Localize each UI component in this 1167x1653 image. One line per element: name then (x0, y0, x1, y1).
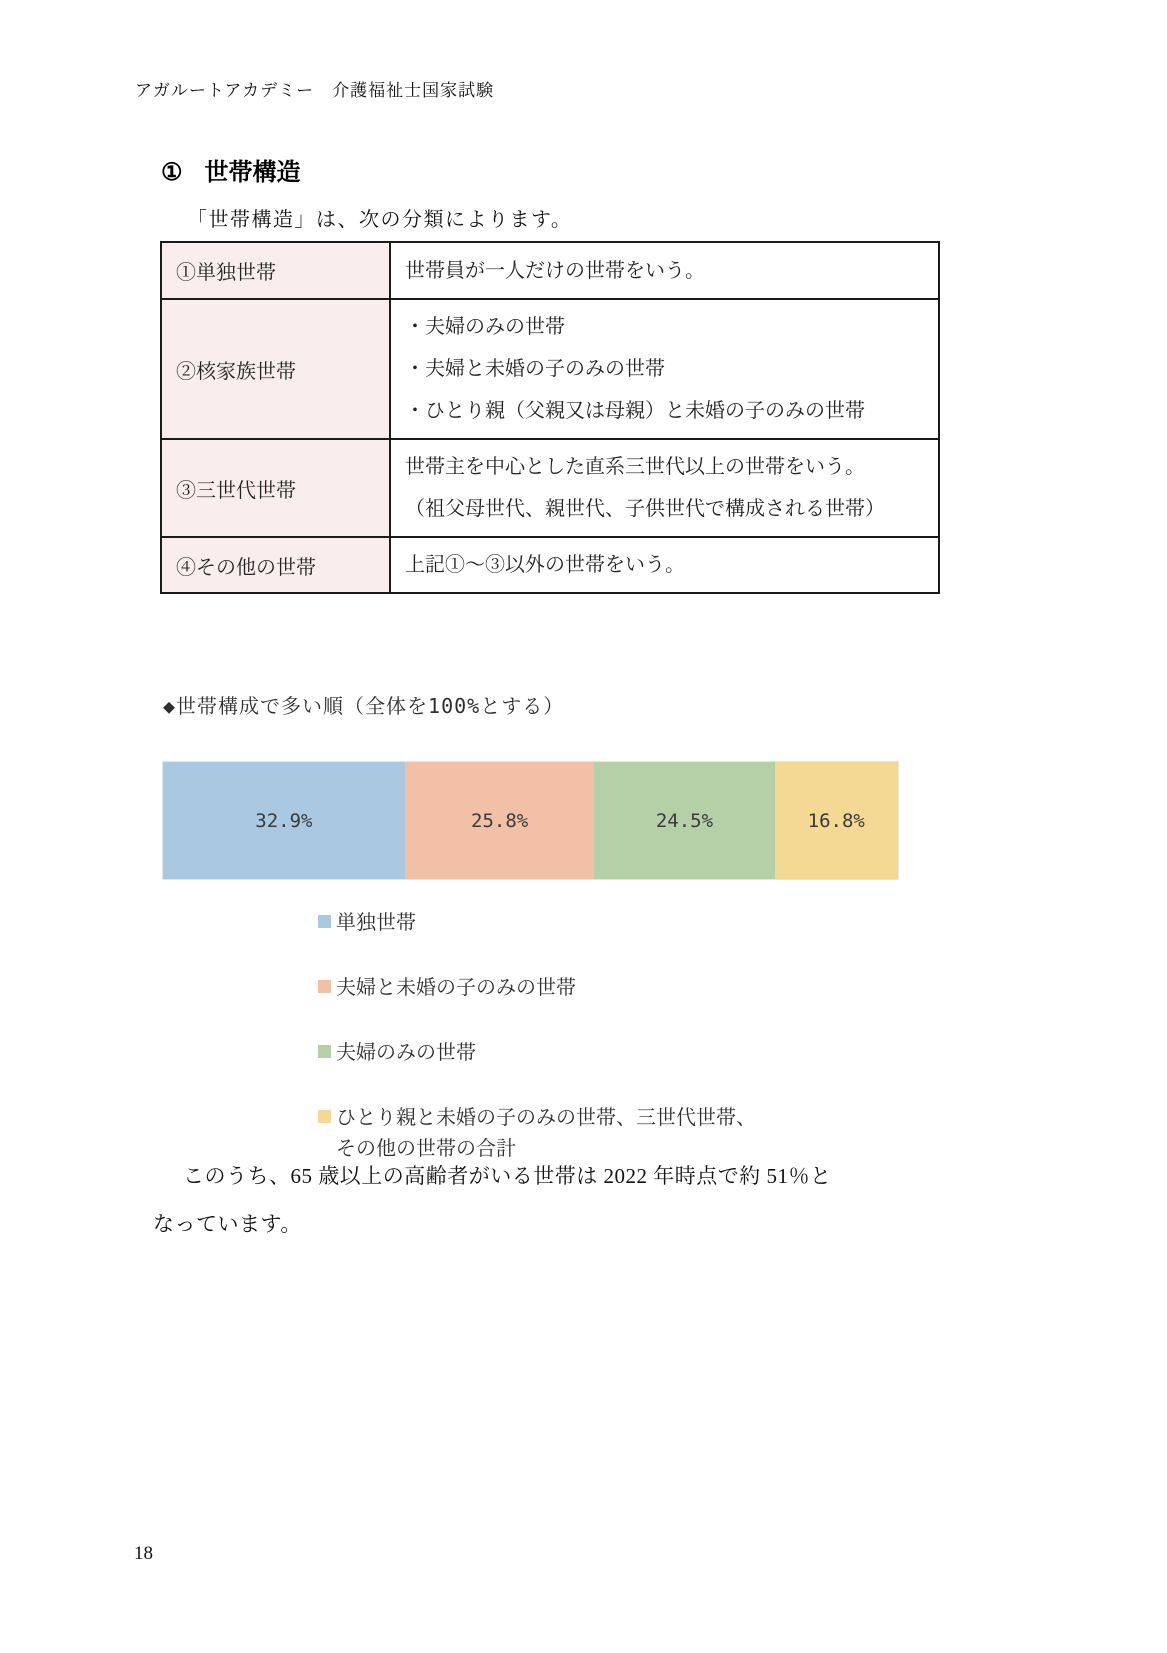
description-cell (390, 537, 939, 593)
chart-title: ◆世帯構成で多い順（全体を100%とする） (163, 694, 565, 718)
legend-swatch-blue (318, 915, 331, 928)
description-line: ・夫婦と未婚の子のみの世帯 (405, 358, 665, 380)
term-cell: ②核家族世帯 (161, 299, 390, 439)
bar-segment-fufu-to-mikon (405, 762, 595, 879)
intro-text: 「世帯構造」は、次の分類によります。 (187, 209, 573, 231)
description-cell (390, 242, 939, 299)
legend-swatch-salmon (318, 980, 331, 993)
table-row-sansedai (161, 439, 939, 537)
legend-item-tandoku (318, 908, 756, 939)
legend-item-fufu-nomi (318, 1038, 756, 1069)
description-line: 上記①～③以外の世帯をいう。 (405, 554, 685, 576)
term-cell: ④その他の世帯 (161, 537, 390, 593)
term-cell: ③三世代世帯 (161, 439, 390, 537)
paragraph-line: このうち、65 歳以上の高齢者がいる世帯は 2022 年時点で約 51％と (183, 1164, 832, 1188)
table-row-sonota (161, 537, 939, 593)
description-line: 世帯員が一人だけの世帯をいう。 (405, 259, 705, 282)
section-heading (161, 152, 301, 187)
legend-label-line: ひとり親と未婚の子のみの世帯、三世代世帯、 (336, 1107, 756, 1129)
segment-value-label: 32.9% (255, 809, 313, 832)
description-line: 世帯主を中心とした直系三世代以上の世帯をいう。 (405, 456, 865, 478)
description-cell (390, 439, 939, 537)
bar-segment-tandoku-setai (163, 762, 405, 879)
page-number: 18 (134, 1543, 153, 1564)
legend-label: 単独世帯 (336, 912, 416, 934)
household-classification-table (160, 241, 940, 594)
description-line: （祖父母世代、親世代、子供世代で構成される世帯） (405, 498, 885, 520)
term-cell: ①単独世帯 (161, 242, 390, 299)
section-number: ① (161, 159, 183, 186)
segment-value-label: 25.8% (471, 809, 529, 832)
legend-swatch-yellow (318, 1110, 331, 1123)
stacked-bar-chart (163, 762, 898, 879)
description-cell (390, 299, 939, 439)
legend-label-line: その他の世帯の合計 (336, 1138, 516, 1160)
table-row-kakukazoku (161, 299, 939, 439)
document-header-title: アガルートアカデミー 介護福祉士国家試験 (135, 81, 495, 100)
bar-segment-fufu-nomi (594, 762, 774, 879)
segment-value-label: 16.8% (807, 809, 865, 832)
segment-value-label: 24.5% (655, 809, 714, 832)
body-paragraph (153, 1152, 963, 1248)
legend-label: 夫婦のみの世帯 (336, 1042, 476, 1064)
legend-label: 夫婦と未婚の子のみの世帯 (336, 977, 576, 999)
legend-item-fufu-to-mikon (318, 973, 756, 1004)
section-title: 世帯構造 (204, 159, 301, 186)
bar-segment-sonota-gokei (775, 762, 898, 879)
legend-swatch-green (318, 1045, 331, 1058)
table-row-tandoku (161, 242, 939, 299)
description-line: ・ひとり親（父親又は母親）と未婚の子のみの世帯 (405, 400, 865, 422)
paragraph-line: なっています。 (153, 1212, 302, 1236)
description-line: ・夫婦のみの世帯 (405, 316, 565, 338)
